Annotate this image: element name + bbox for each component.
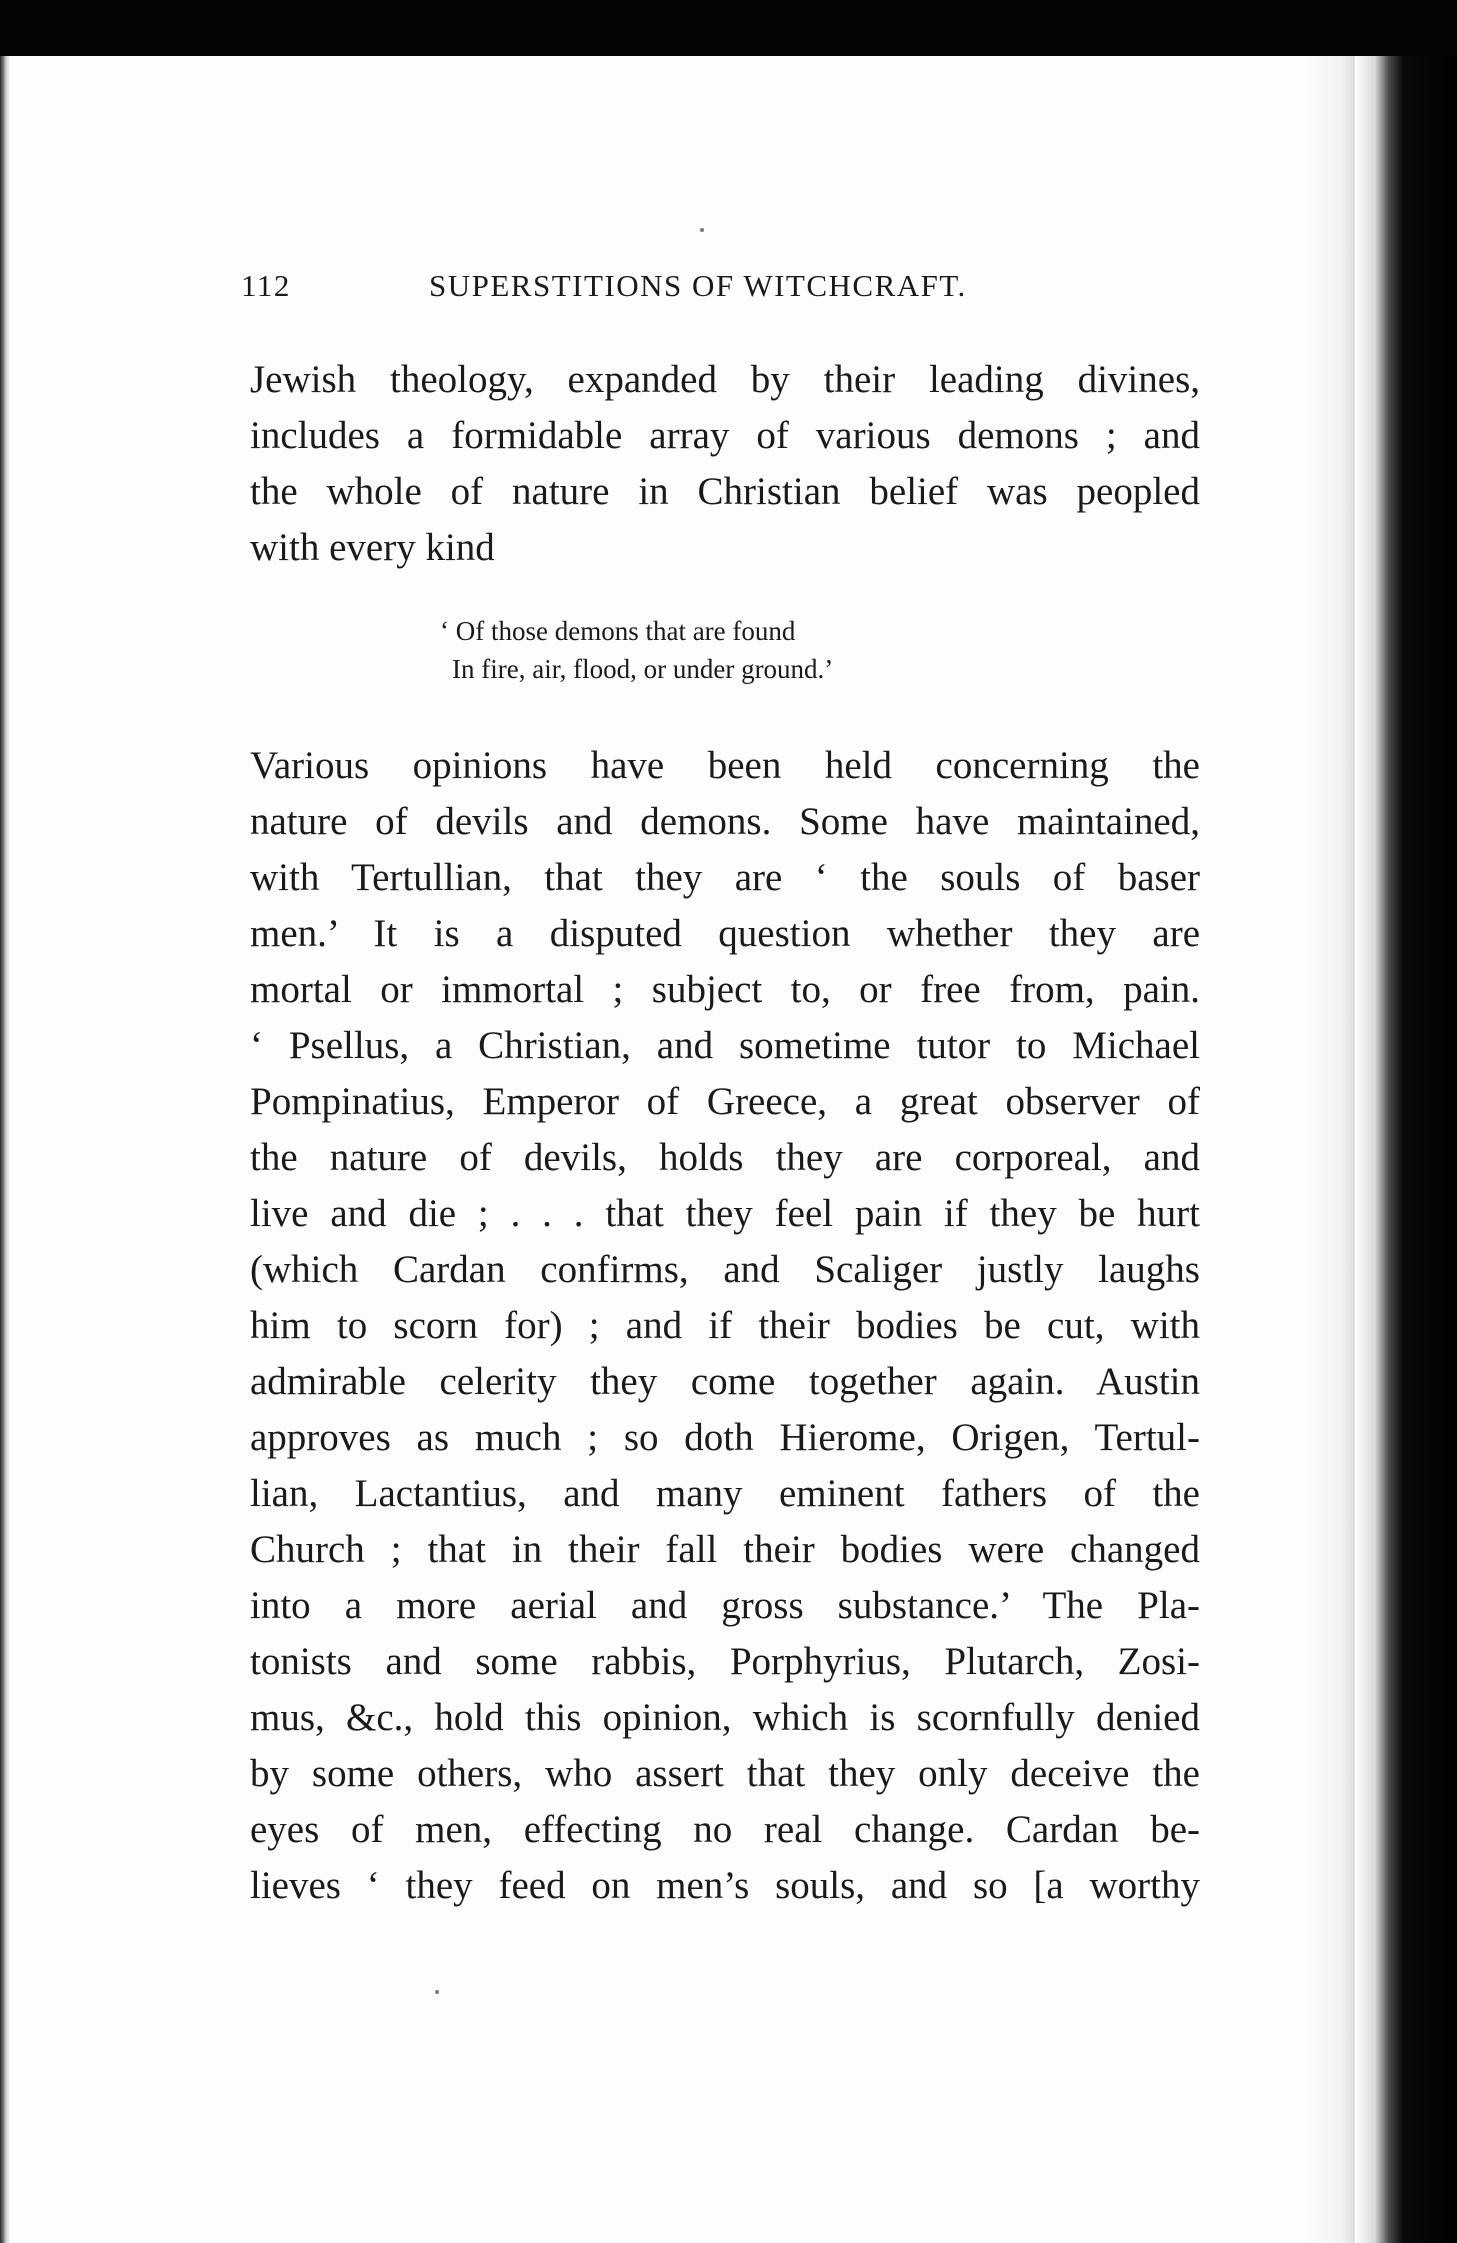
text-line: Jewish theology, expanded by their leading divines, <box>250 358 1200 401</box>
verse-line: In fire, air, flood, or under ground.’ <box>452 654 834 684</box>
text-line: Church ; that in their fall their bodies were changed <box>250 1528 1200 1571</box>
paragraph-2 <box>250 738 1200 1914</box>
text-line: lieves ‘ they feed on men’s souls, and so [a worthy <box>250 1864 1200 1907</box>
text-line: nature of devils and demons. Some have maintained, <box>250 800 1200 843</box>
text-line: admirable celerity they come together again. Austin <box>250 1360 1200 1403</box>
text-line: ‘ Psellus, a Christian, and sometime tutor to Michael <box>250 1024 1200 1067</box>
text-line: approves as much ; so doth Hierome, Origen, Tertul- <box>250 1416 1200 1459</box>
scan-top-border <box>0 0 1457 56</box>
text-line: by some others, who assert that they only deceive the <box>250 1752 1200 1795</box>
text-line: the nature of devils, holds they are corporeal, and <box>250 1136 1200 1179</box>
text-line: men.’ It is a disputed question whether they are <box>250 912 1200 955</box>
text-line: with Tertullian, that they are ‘ the souls of baser <box>250 856 1200 899</box>
paragraph-1 <box>250 352 1200 576</box>
text-line: tonists and some rabbis, Porphyrius, Plutarch, Zosi- <box>250 1640 1200 1683</box>
ink-speck <box>435 1990 439 1994</box>
text-line: with every kind <box>250 526 495 569</box>
text-line: him to scorn for) ; and if their bodies be cut, with <box>250 1304 1200 1347</box>
verse-line: ‘ Of those demons that are found <box>440 616 796 646</box>
text-line: Various opinions have been held concerning the <box>250 744 1200 787</box>
text-line: lian, Lactantius, and many eminent fathers of the <box>250 1472 1200 1515</box>
ink-speck <box>700 228 704 232</box>
running-title: SUPERSTITIONS OF WITCHCRAFT. <box>429 268 967 303</box>
text-line: mus, &c., hold this opinion, which is scornfully denied <box>250 1696 1200 1739</box>
text-line: live and die ; . . . that they feel pain if they be hurt <box>250 1192 1200 1235</box>
page-number: 112 <box>241 268 291 303</box>
text-line: (which Cardan confirms, and Scaliger justly laughs <box>250 1248 1200 1291</box>
verse-quotation <box>440 612 960 688</box>
text-line: into a more aerial and gross substance.’ The Pla- <box>250 1584 1200 1627</box>
scan-left-edge <box>0 56 10 2243</box>
running-head <box>241 268 1035 312</box>
page-curl-shadow <box>1300 56 1355 2243</box>
text-line: includes a formidable array of various demons ; and <box>250 414 1200 457</box>
scan-binding-gutter <box>1355 56 1457 2243</box>
text-line: Pompinatius, Emperor of Greece, a great observer of <box>250 1080 1200 1123</box>
text-line: eyes of men, effecting no real change. Cardan be- <box>250 1808 1200 1851</box>
text-line: the whole of nature in Christian belief was peopled <box>250 470 1200 513</box>
text-line: mortal or immortal ; subject to, or free from, pain. <box>250 968 1200 1011</box>
